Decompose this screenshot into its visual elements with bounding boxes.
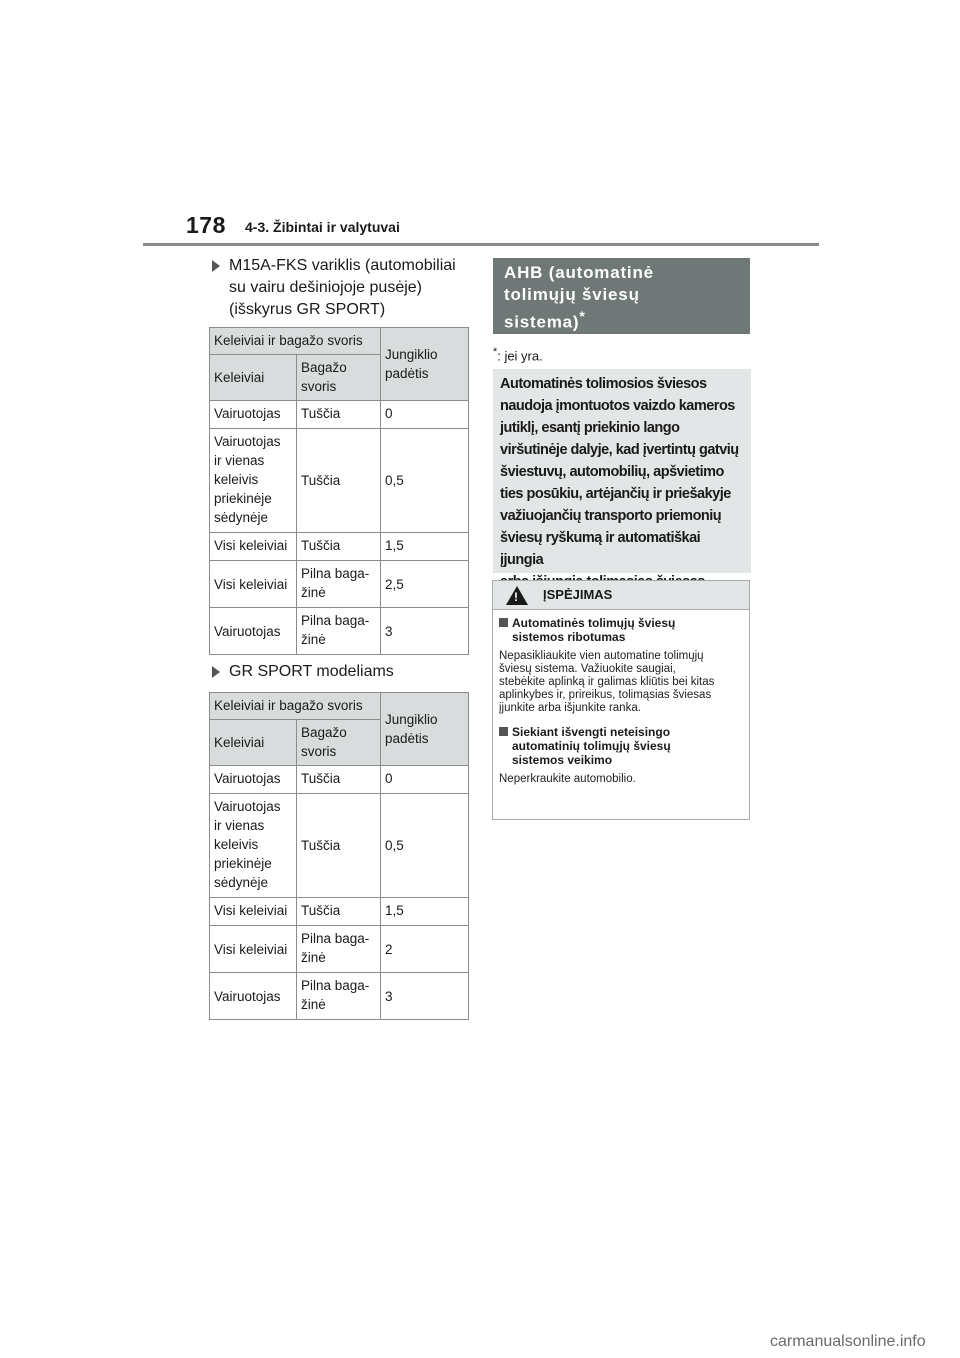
ahb-section-heading: AHB (automatinė tolimųjų šviesų sistema)* <box>493 258 750 334</box>
table-header-row <box>210 328 469 355</box>
cell-switch-position: 0 <box>381 766 469 794</box>
cell-passengers: Vairuotojas <box>210 973 297 1020</box>
warning-text: Nepasikliaukite vien automatine tolimųjų šviesų sistema. Važiuokite saugiai, stebėkite aplinką ir galimas kliūtis bei kitas aplinkybes ir, prireikus, tolimąsias šviesas įjunkite arba išjunkite ranka. <box>499 650 715 714</box>
table2-body <box>210 766 469 1020</box>
square-bullet-icon <box>499 727 508 736</box>
section-title: 4-3. Žibintai ir valytuvai <box>245 219 400 235</box>
cell-luggage-weight: Tuščia <box>297 401 381 429</box>
bullet-heading-line: GR SPORT modeliams <box>229 663 394 680</box>
header-passengers-luggage-weight: Keleiviai ir bagažo svoris <box>210 693 381 720</box>
asterisk-mark: * <box>579 309 586 325</box>
cell-passengers: Vairuotojas ir vienas keleivis priekinėje sėdynėje <box>210 794 297 898</box>
table-row <box>210 401 469 429</box>
warning-subheading: Siekiant išvengti neteisingo automatinių tolimųjų šviesų sistemos veikimo <box>499 725 743 767</box>
table-row <box>210 898 469 926</box>
triangle-bullet-icon <box>212 260 220 272</box>
header-passengers: Keleiviai <box>210 355 297 401</box>
header-divider <box>143 243 819 246</box>
bullet-heading-line: su vairu dešiniojoje pusėje) <box>229 279 422 296</box>
header-luggage-weight: Bagažo svoris <box>297 355 381 401</box>
bullet-heading-line: M15A-FKS variklis (automobiliai <box>229 257 456 274</box>
cell-luggage-weight: Tuščia <box>297 794 381 898</box>
header-luggage-weight: Bagažo svoris <box>297 720 381 766</box>
cell-switch-position: 2 <box>381 926 469 973</box>
square-bullet-icon <box>499 618 508 627</box>
cell-switch-position: 1,5 <box>381 533 469 561</box>
cell-luggage-weight: Pilna baga- žinė <box>297 561 381 608</box>
cell-switch-position: 1,5 <box>381 898 469 926</box>
table-row <box>210 973 469 1020</box>
cell-switch-position: 0 <box>381 401 469 429</box>
cell-luggage-weight: Tuščia <box>297 533 381 561</box>
table-row <box>210 561 469 608</box>
cell-luggage-weight: Pilna baga- žinė <box>297 608 381 655</box>
table-row <box>210 926 469 973</box>
warning-header <box>493 581 749 610</box>
cell-luggage-weight: Pilna baga- žinė <box>297 926 381 973</box>
warning-text: Neperkraukite automobilio. <box>499 773 636 785</box>
triangle-bullet-icon <box>212 666 220 678</box>
load-table-gr-sport <box>209 692 469 1020</box>
cell-luggage-weight: Pilna baga- žinė <box>297 973 381 1020</box>
cell-luggage-weight: Tuščia <box>297 898 381 926</box>
table1-body <box>210 401 469 655</box>
cell-luggage-weight: Tuščia <box>297 429 381 533</box>
header-switch-position: Jungiklio padėtis <box>381 693 469 766</box>
bullet-heading-line: (išskyrus GR SPORT) <box>229 301 386 318</box>
cell-switch-position: 0,5 <box>381 794 469 898</box>
page-number: 178 <box>186 212 226 238</box>
header-switch-position: Jungiklio padėtis <box>381 328 469 401</box>
footnote: *: jei yra. <box>493 346 543 364</box>
warning-subheading: Automatinės tolimųjų šviesų sistemos ribotumas <box>499 616 743 644</box>
load-table-m15a <box>209 327 469 655</box>
bullet-heading-gr-sport <box>212 661 394 683</box>
ahb-intro-box: Automatinės tolimosios šviesos naudoja įmontuotos vaizdo kameros jutiklį, esantį priekinio lango viršutinėje dalyje, kad įvertintų gatvių šviestuvų, automobilių, apšvietimo ties posūkiu, artėjančių ir priešakyje važiuojančių transporto priemonių šviesų ryškumą ir automatiškai įjungia <box>493 369 751 573</box>
table-header-row <box>210 693 469 720</box>
header-passengers-luggage-weight: Keleiviai ir bagažo svoris <box>210 328 381 355</box>
cell-passengers: Visi keleiviai <box>210 926 297 973</box>
cell-passengers: Vairuotojas <box>210 766 297 794</box>
cell-passengers: Visi keleiviai <box>210 561 297 608</box>
warning-box <box>492 580 750 820</box>
table-row <box>210 533 469 561</box>
warning-triangle-icon <box>506 586 528 605</box>
cell-passengers: Visi keleiviai <box>210 898 297 926</box>
cell-luggage-weight: Tuščia <box>297 766 381 794</box>
table-row <box>210 766 469 794</box>
cell-switch-position: 3 <box>381 608 469 655</box>
cell-passengers: Vairuotojas <box>210 608 297 655</box>
warning-title: ĮSPĖJIMAS <box>543 587 613 602</box>
table-row <box>210 608 469 655</box>
cell-switch-position: 3 <box>381 973 469 1020</box>
cell-switch-position: 2,5 <box>381 561 469 608</box>
table-row <box>210 794 469 898</box>
cell-passengers: Visi keleiviai <box>210 533 297 561</box>
table-row <box>210 429 469 533</box>
cell-passengers: Vairuotojas <box>210 401 297 429</box>
watermark: carmanualsonline.info <box>770 1333 926 1350</box>
bullet-heading-m15a <box>212 255 456 321</box>
header-passengers: Keleiviai <box>210 720 297 766</box>
cell-switch-position: 0,5 <box>381 429 469 533</box>
cell-passengers: Vairuotojas ir vienas keleivis priekinėje sėdynėje <box>210 429 297 533</box>
